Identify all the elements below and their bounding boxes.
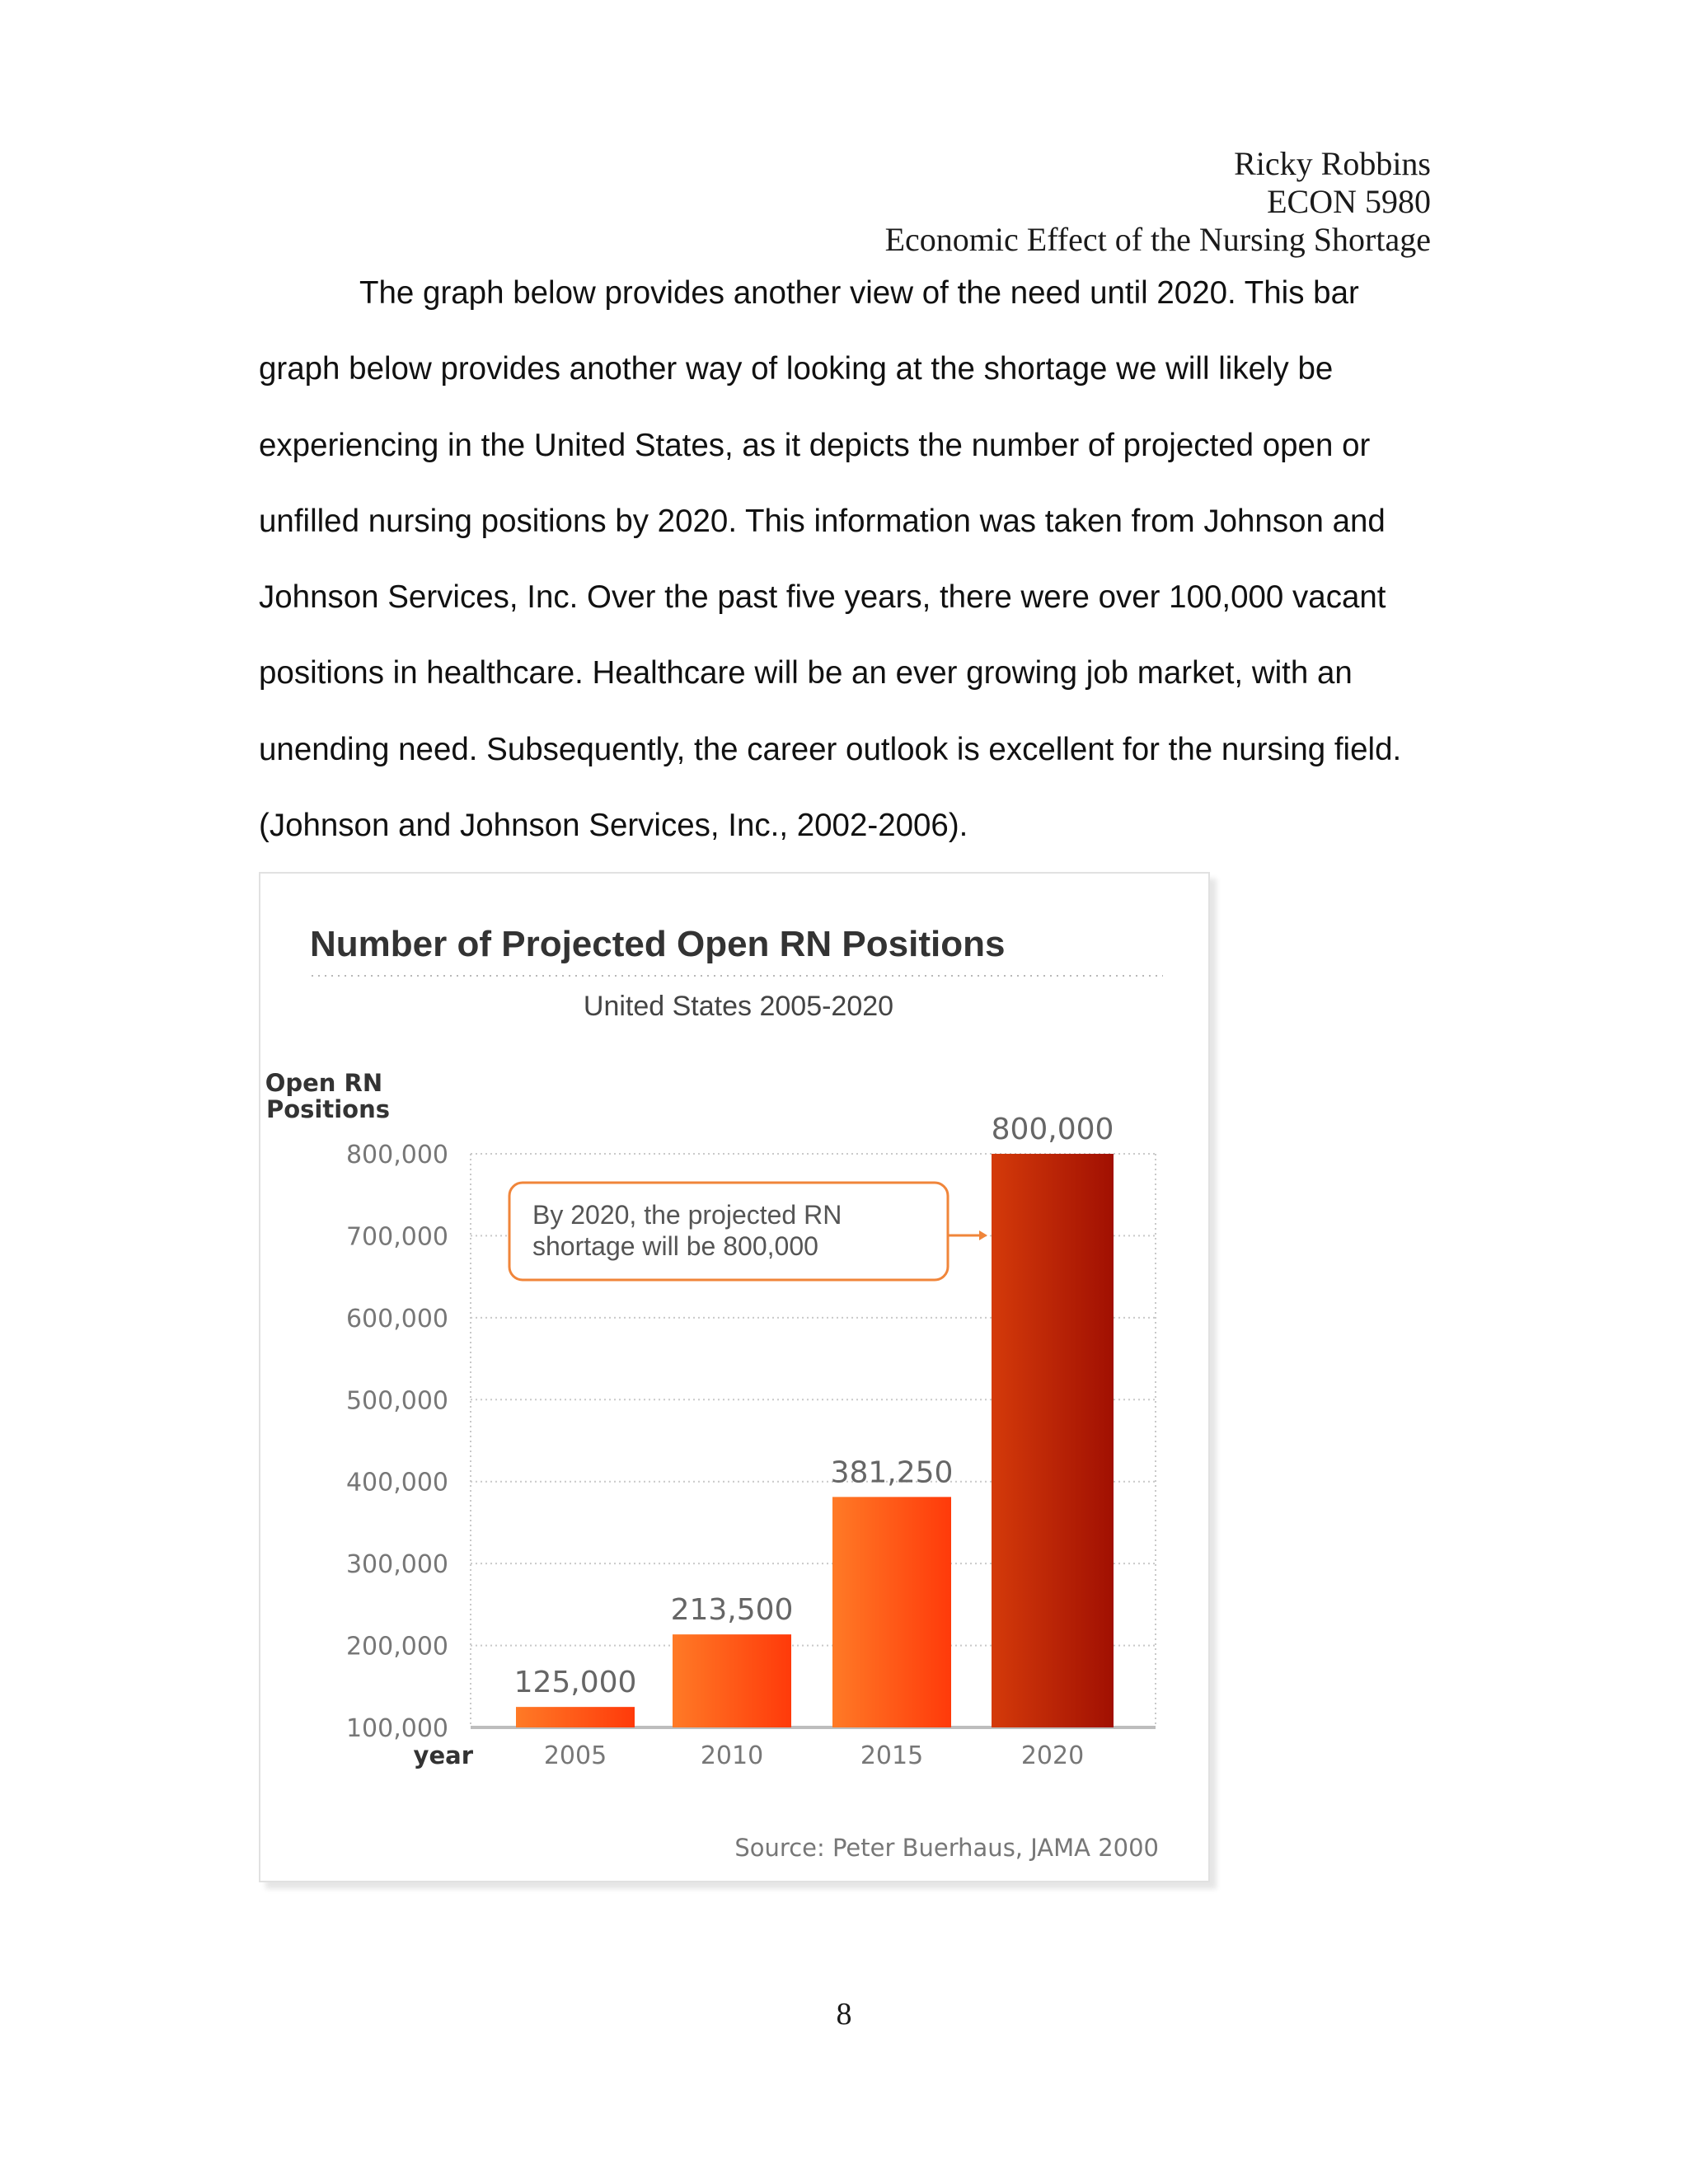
x-tick-label: 2020 [1020,1741,1085,1770]
course-code: ECON 5980 [1267,183,1431,220]
body-paragraph [259,255,1429,864]
x-tick-labels [544,1741,1084,1770]
x-tick-label: 2010 [700,1741,764,1770]
y-tick-label: 400,000 [345,1468,448,1497]
y-tick-label: 200,000 [345,1632,448,1661]
annotation-line-2: shortage will be 800,000 [532,1231,818,1261]
page-number: 8 [836,1997,852,2032]
bar-2005 [516,1707,635,1727]
bar-chart [260,874,1208,1881]
x-axis-label: year [413,1741,473,1769]
running-header [885,145,1431,259]
y-tick-label: 100,000 [345,1714,448,1743]
chart-title: Number of Projected Open RN Positions [310,924,1006,964]
annotation-line-1: By 2020, the projected RN [532,1200,842,1230]
value-label-2010: 213,500 [670,1593,794,1628]
y-tick-label: 500,000 [345,1386,448,1416]
y-tick-label: 600,000 [345,1304,448,1333]
y-axis-label: Open RN Positions [265,1069,391,1123]
x-tick-label: 2015 [860,1741,924,1770]
chart-source: Source: Peter Buerhaus, JAMA 2000 [734,1834,1159,1862]
paragraph-text: The graph below provides another view of the need until 2020. This bar graph below provides another way of looking at the shortage we will likely be experiencing in the United States, as it depicts the number of projected open or unfilled nursing positions by 2020. This information was taken from Johnson and Johnson Services, Inc. Over the past five years, there were over 100,000 vacant positions in healthcare. Healthcare will be an ever growing job market, with an unending need. Subsequently, the career outlook is excellent for the nursing field. (Johnson and Johnson Services, Inc., 2002-2006). [259,275,1402,844]
y-tick-label: 300,000 [345,1550,448,1580]
bar-chart-figure [259,872,1210,1882]
y-tick-label: 800,000 [345,1141,448,1169]
annotation-arrowhead [979,1230,987,1240]
chart-subtitle: United States 2005-2020 [583,991,894,1022]
x-tick-label: 2005 [543,1741,607,1770]
value-label-2015: 381,250 [830,1455,954,1490]
y-tick-label: 700,000 [345,1222,448,1252]
paper-title: Economic Effect of the Nursing Shortage [884,221,1431,258]
bar-2020 [992,1154,1114,1727]
bar-2010 [673,1634,791,1727]
value-label-2020: 800,000 [991,1113,1114,1146]
value-label-2005: 125,000 [513,1666,637,1700]
y-tick-labels [346,1141,448,1743]
annotation-callout [509,1183,987,1280]
author-name: Ricky Robbins [1234,145,1431,182]
bar-2015 [832,1497,951,1727]
